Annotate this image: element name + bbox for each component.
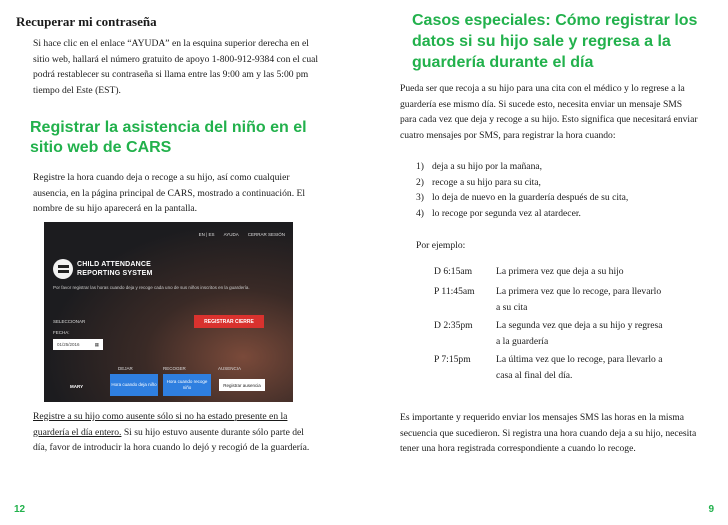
- date-label: FECHA:: [53, 330, 70, 335]
- steps-list: [416, 159, 706, 221]
- list-item: 1) deja a su hijo por la mañana,: [416, 161, 543, 172]
- schedule-row: [434, 284, 674, 315]
- schedule-row: [434, 264, 674, 280]
- screenshot-intro: Por favor registrar las horas cuando deja y recoge cada uno de sus niños inscritos en la guardería.: [53, 285, 250, 290]
- schedule-desc: La primera vez que lo recoge, para llevarlo a su cita: [496, 286, 662, 313]
- schedule-desc: La primera vez que deja a su hijo: [496, 266, 624, 277]
- example-label: Por ejemplo:: [416, 240, 466, 251]
- password-paragraph: Si hace clic en el enlace “AYUDA” en la esquina superior derecha en el sitio web, hallará el número gratuito de apoyo 1-800-912-9384 con el cual podrá restablecer su contraseña si llama entre las 9:00 am y las 5:00 pm tiempo del Este (EST).: [33, 38, 319, 96]
- date-field: [53, 339, 103, 350]
- page-number-right: 9: [708, 504, 714, 515]
- nav-help: AYUDA: [223, 232, 239, 237]
- special-cases-paragraph: Pueda ser que recoja a su hijo para una cita con el médico y lo regrese a la guardería ese mismo día. Si sucede esto, necesita enviar un mensaje SMS para cada vez que deja y recoge a su hijo. Esto significa que necesitará enviar cuatro mensajes por SMS, para registrar la hora cuando:: [400, 83, 698, 141]
- page-number-left: 12: [14, 504, 26, 515]
- drop-time-button: Hora cuando deja niño: [110, 374, 158, 396]
- pick-time-button: Hora cuando recoge niño: [163, 374, 211, 396]
- register-close-button: REGISTRAR CIERRE: [194, 315, 264, 328]
- schedule-time: D 2:35pm: [434, 320, 473, 331]
- col-drop-label: DEJAR: [118, 366, 133, 371]
- select-label: SELECCIONAR: [53, 319, 86, 324]
- absence-underlined: Registre a su hijo como ausente sólo si no ha estado presente en la guardería el día entero.: [33, 411, 288, 438]
- col-absence-label: AUSENCIA: [218, 366, 242, 371]
- list-item: 2) recoge a su hijo para su cita,: [416, 176, 541, 188]
- attendance-heading: Registrar la asistencia del niño en el sitio web de CARS: [30, 119, 307, 156]
- schedule-time: D 6:15am: [434, 266, 473, 277]
- attendance-paragraph: Registre la hora cuando deja o recoge a su hijo, así como cualquier ausencia, en la página principal de CARS, mostrado a continuación. El nombre de su hijo aparecerá en la pantalla.: [33, 172, 306, 214]
- right-page: [364, 0, 728, 525]
- schedule-row: [434, 318, 674, 349]
- schedule-time: P 7:15pm: [434, 354, 471, 365]
- closing-paragraph: Es importante y requerido enviar los mensajes SMS las horas en la misma secuencia que sucedieron. Si registra una hora cuando deja a su hijo, necesita tener una hora registrada correspondiente a cuando lo recoge.: [400, 412, 697, 454]
- cars-logo-text: [77, 260, 153, 278]
- special-cases-heading: Casos especiales: Cómo registrar los datos si su hijo sale y regresa a la guardería durante el día: [412, 12, 698, 71]
- logo-line-2: REPORTING SYSTEM: [77, 270, 153, 277]
- register-absence-button: Registrar ausencia: [219, 379, 265, 391]
- col-pick-label: RECOGER: [163, 366, 186, 371]
- cars-screenshot: [44, 222, 293, 402]
- calendar-icon: ▦: [94, 341, 99, 347]
- absence-paragraph: [33, 409, 315, 456]
- nav-language: EN | ES: [198, 232, 215, 237]
- list-item: 3) lo deja de nuevo en la guardería después de su cita,: [416, 192, 629, 203]
- password-heading: Recuperar mi contraseña: [16, 14, 157, 29]
- logo-line-1: CHILD ATTENDANCE: [77, 261, 151, 268]
- child-name: MARY: [70, 384, 84, 389]
- nav-logout: CERRAR SESIÓN: [247, 232, 285, 237]
- list-item: 4) lo recoge por segunda vez al atardecer.: [416, 207, 581, 219]
- schedule-row: [434, 352, 674, 383]
- date-value: 01/25/2016: [57, 342, 80, 347]
- cars-logo-icon: [53, 259, 73, 279]
- schedule-time: P 11:45am: [434, 286, 475, 297]
- schedule-desc: La segunda vez que deja a su hijo y regresa a la guardería: [496, 320, 663, 347]
- absence-rest: Si su hijo estuvo ausente durante sólo parte del día, favor de introducir la hora cuando lo dejó y recogió de la guardería.: [33, 426, 310, 453]
- screenshot-nav: [199, 232, 285, 237]
- schedule-desc: La última vez que lo recoge, para llevarlo a casa al final del día.: [496, 354, 663, 381]
